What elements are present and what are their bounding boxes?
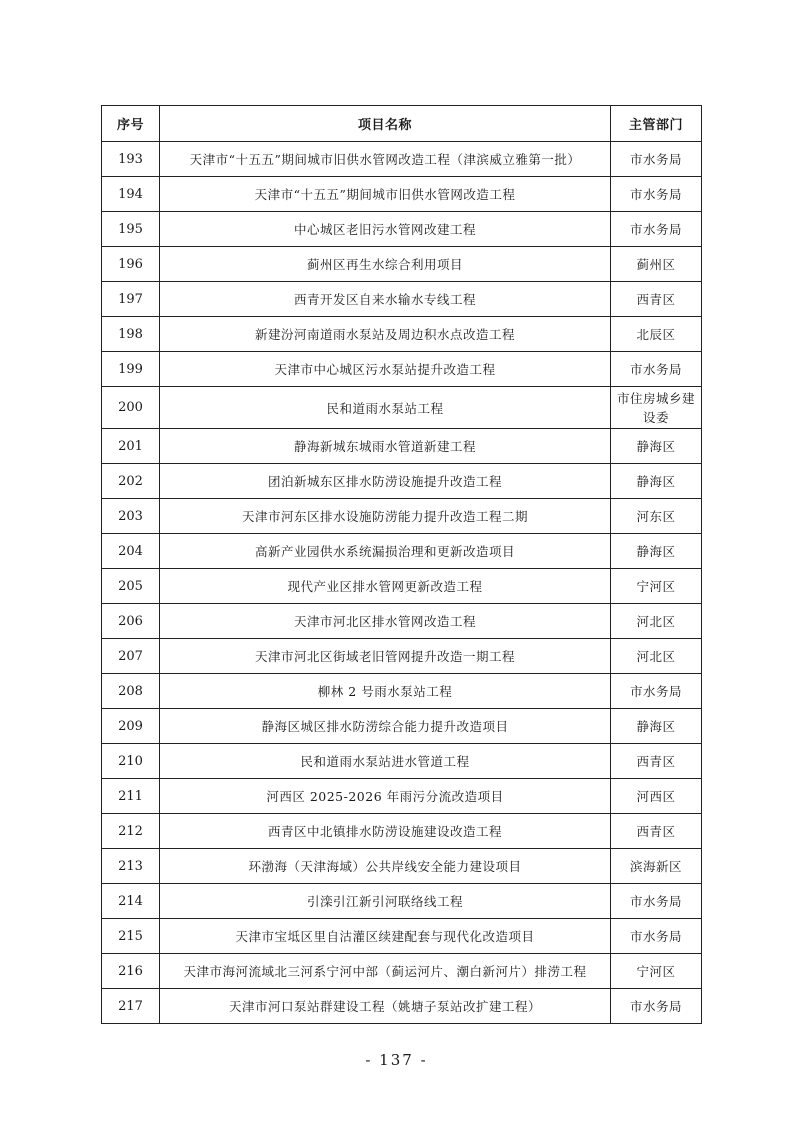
header-no: 序号 (102, 106, 160, 142)
table-row (102, 954, 702, 989)
row-number: 211 (102, 779, 160, 814)
project-name: 天津市河口泵站群建设工程（姚塘子泵站改扩建工程） (160, 989, 611, 1024)
department: 市水务局 (611, 212, 702, 247)
row-number: 194 (102, 177, 160, 212)
department: 市水务局 (611, 989, 702, 1024)
table-row (102, 429, 702, 464)
department: 静海区 (611, 464, 702, 499)
row-number: 215 (102, 919, 160, 954)
project-table (101, 105, 702, 1024)
project-name: 天津市河北区排水管网改造工程 (160, 604, 611, 639)
table-row (102, 919, 702, 954)
row-number: 204 (102, 534, 160, 569)
row-number: 217 (102, 989, 160, 1024)
project-name: 天津市“十五五”期间城市旧供水管网改造工程（津滨威立雅第一批） (160, 142, 611, 177)
table-row (102, 779, 702, 814)
project-name: 天津市宝坻区里自沽灌区续建配套与现代化改造项目 (160, 919, 611, 954)
department: 市水务局 (611, 352, 702, 387)
project-name: 民和道雨水泵站工程 (160, 387, 611, 429)
department: 蓟州区 (611, 247, 702, 282)
department: 市水务局 (611, 919, 702, 954)
row-number: 208 (102, 674, 160, 709)
table-row (102, 814, 702, 849)
table-body (102, 142, 702, 1024)
project-name: 新建汾河南道雨水泵站及周边积水点改造工程 (160, 317, 611, 352)
department: 宁河区 (611, 569, 702, 604)
department: 静海区 (611, 709, 702, 744)
row-number: 199 (102, 352, 160, 387)
table-row (102, 317, 702, 352)
department: 市住房城乡建设委 (611, 387, 702, 429)
row-number: 198 (102, 317, 160, 352)
project-name: 高新产业园供水系统漏损治理和更新改造项目 (160, 534, 611, 569)
table-row (102, 499, 702, 534)
table-row (102, 849, 702, 884)
row-number: 195 (102, 212, 160, 247)
project-name: 天津市“十五五”期间城市旧供水管网改造工程 (160, 177, 611, 212)
table-row (102, 282, 702, 317)
project-name: 西青开发区自来水输水专线工程 (160, 282, 611, 317)
row-number: 207 (102, 639, 160, 674)
project-name: 团泊新城东区排水防涝设施提升改造工程 (160, 464, 611, 499)
header-name: 项目名称 (160, 106, 611, 142)
project-name: 天津市河北区街域老旧管网提升改造一期工程 (160, 639, 611, 674)
row-number: 210 (102, 744, 160, 779)
row-number: 203 (102, 499, 160, 534)
table-row (102, 709, 702, 744)
department: 滨海新区 (611, 849, 702, 884)
project-name: 柳林 2 号雨水泵站工程 (160, 674, 611, 709)
department: 河北区 (611, 604, 702, 639)
table-row (102, 569, 702, 604)
department: 河西区 (611, 779, 702, 814)
row-number: 200 (102, 387, 160, 429)
department: 市水务局 (611, 177, 702, 212)
department: 市水务局 (611, 884, 702, 919)
department: 河北区 (611, 639, 702, 674)
table-row (102, 744, 702, 779)
row-number: 206 (102, 604, 160, 639)
row-number: 197 (102, 282, 160, 317)
page-number: - 137 - (365, 1051, 428, 1069)
row-number: 209 (102, 709, 160, 744)
table-row (102, 352, 702, 387)
row-number: 216 (102, 954, 160, 989)
table-header-row (102, 106, 702, 142)
table-row (102, 247, 702, 282)
project-name: 静海区城区排水防涝综合能力提升改造项目 (160, 709, 611, 744)
project-name: 环渤海（天津海域）公共岸线安全能力建设项目 (160, 849, 611, 884)
department: 北辰区 (611, 317, 702, 352)
table-row (102, 142, 702, 177)
department: 市水务局 (611, 142, 702, 177)
department: 静海区 (611, 534, 702, 569)
table-row (102, 989, 702, 1024)
department: 西青区 (611, 744, 702, 779)
table-row (102, 177, 702, 212)
department: 西青区 (611, 282, 702, 317)
row-number: 214 (102, 884, 160, 919)
row-number: 212 (102, 814, 160, 849)
row-number: 196 (102, 247, 160, 282)
project-name: 天津市中心城区污水泵站提升改造工程 (160, 352, 611, 387)
project-name: 现代产业区排水管网更新改造工程 (160, 569, 611, 604)
row-number: 202 (102, 464, 160, 499)
project-name: 河西区 2025-2026 年雨污分流改造项目 (160, 779, 611, 814)
table-row (102, 604, 702, 639)
row-number: 201 (102, 429, 160, 464)
project-name: 天津市海河流域北三河系宁河中部（蓟运河片、潮白新河片）排涝工程 (160, 954, 611, 989)
table-row (102, 212, 702, 247)
department: 静海区 (611, 429, 702, 464)
department: 宁河区 (611, 954, 702, 989)
table-row (102, 387, 702, 429)
header-dept: 主管部门 (611, 106, 702, 142)
project-name: 中心城区老旧污水管网改建工程 (160, 212, 611, 247)
project-name: 蓟州区再生水综合利用项目 (160, 247, 611, 282)
row-number: 205 (102, 569, 160, 604)
table-row (102, 674, 702, 709)
project-name: 民和道雨水泵站进水管道工程 (160, 744, 611, 779)
project-name: 西青区中北镇排水防涝设施建设改造工程 (160, 814, 611, 849)
table-row (102, 534, 702, 569)
department: 河东区 (611, 499, 702, 534)
project-name: 引滦引江新引河联络线工程 (160, 884, 611, 919)
table-row (102, 884, 702, 919)
row-number: 193 (102, 142, 160, 177)
row-number: 213 (102, 849, 160, 884)
project-name: 静海新城东城雨水管道新建工程 (160, 429, 611, 464)
department: 市水务局 (611, 674, 702, 709)
table-row (102, 639, 702, 674)
department: 西青区 (611, 814, 702, 849)
project-name: 天津市河东区排水设施防涝能力提升改造工程二期 (160, 499, 611, 534)
table-row (102, 464, 702, 499)
